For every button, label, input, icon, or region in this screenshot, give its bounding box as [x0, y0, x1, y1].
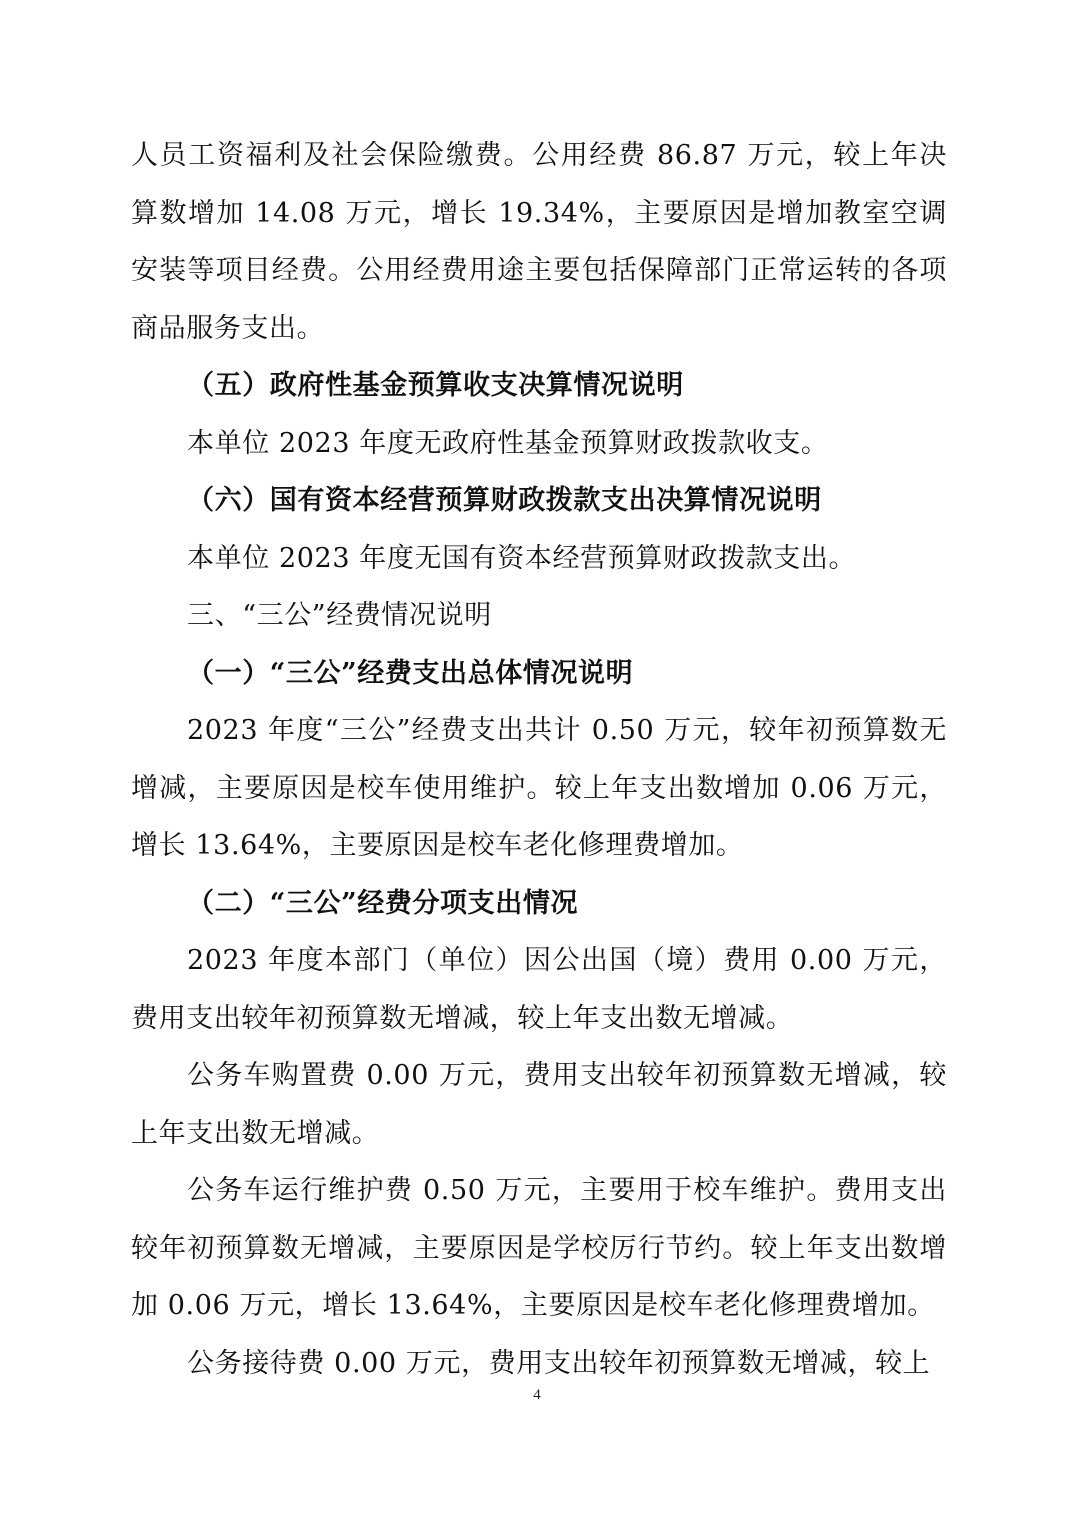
paragraph-three-public-overall: 2023 年度“三公”经费支出共计 0.50 万元，较年初预算数无增减，主要原因是校车使用维护。较上年支出数增加 0.06 万元，增长 13.64%，主要原因是校车老化修理费增加。 [131, 715, 947, 861]
heading-government-fund-budget: （五）政府性基金预算收支决算情况说明 [187, 370, 684, 401]
page-number: 4 [533, 1387, 541, 1403]
section-heading-three-public-expenses: 三、“三公”经费情况说明 [187, 600, 492, 631]
paragraph-government-fund-budget: 本单位 2023 年度无政府性基金预算财政拨款收支。 [187, 427, 829, 459]
heading-three-public-itemized: （二）“三公”经费分项支出情况 [187, 887, 579, 919]
paragraph-overseas-travel: 2023 年度本部门（单位）因公出国（境）费用 0.00 万元，费用支出较年初预算数无增减，较上年支出数无增减。 [131, 945, 947, 1034]
heading-state-capital-budget: （六）国有资本经营预算财政拨款支出决算情况说明 [187, 485, 822, 516]
paragraph-vehicle-maintenance: 公务车运行维护费 0.50 万元，主要用于校车维护。费用支出较年初预算数无增减，主要原因是学校厉行节约。较上年支出数增加 0.06 万元，增长 13.64%，主要原因是校车老化修理费增加。 [131, 1175, 947, 1321]
paragraph-staff-and-public-expenses: 人员工资福利及社会保险缴费。公用经费 86.87 万元，较上年决算数增加 14.08 万元，增长 19.34%，主要原因是增加教室空调安装等项目经费。公用经费用途主要包括保障部门正常运转的各项商品服务支出。 [131, 140, 947, 344]
heading-three-public-overall: （一）“三公”经费支出总体情况说明 [187, 657, 634, 689]
document-body [131, 127, 947, 1392]
paragraph-state-capital-budget: 本单位 2023 年度无国有资本经营预算财政拨款支出。 [187, 542, 857, 574]
paragraph-reception-expenses: 公务接待费 0.00 万元，费用支出较年初预算数无增减，较上 [187, 1347, 931, 1379]
paragraph-vehicle-purchase: 公务车购置费 0.00 万元，费用支出较年初预算数无增减，较上年支出数无增减。 [131, 1060, 947, 1149]
